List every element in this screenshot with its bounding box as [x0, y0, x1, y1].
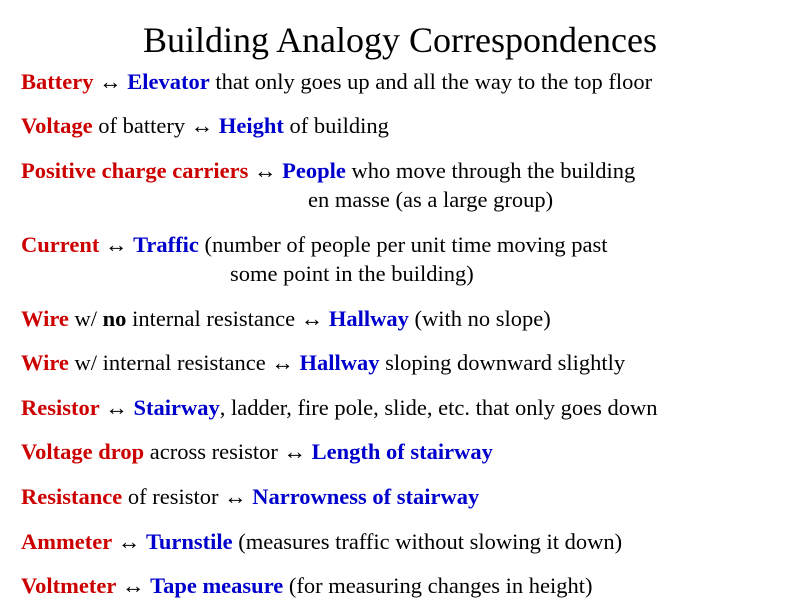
arrow: ↔ — [190, 113, 214, 138]
correspondence-current — [21, 230, 608, 288]
description: who move through the building — [345, 158, 636, 183]
term: Current — [21, 232, 100, 257]
term: Battery — [21, 69, 94, 94]
qualifier: w/ — [68, 306, 103, 331]
arrow: ↔ — [271, 350, 294, 375]
qualifier: of battery — [92, 113, 191, 138]
term: Positive charge carriers — [21, 158, 249, 183]
description-continuation: en masse (as a large group) — [308, 187, 554, 212]
arrow: ↔ — [99, 69, 122, 94]
analog: Elevator — [127, 69, 210, 94]
arrow: ↔ — [122, 573, 145, 598]
description: (with no slope) — [408, 306, 551, 331]
correspondence-ideal-wire — [21, 304, 551, 333]
arrow: ↔ — [117, 529, 141, 554]
description: , ladder, fire pole, slide, etc. that only goes down — [219, 395, 658, 420]
qualifier-emphasis: no — [102, 306, 127, 331]
qualifier: of resistor — [122, 484, 225, 509]
term: Voltage — [21, 113, 93, 138]
correspondence-voltmeter — [21, 571, 593, 600]
analog: Turnstile — [145, 529, 233, 554]
description-continuation: some point in the building) — [230, 261, 474, 286]
correspondence-charge-carriers — [21, 156, 635, 214]
term: Wire — [21, 350, 69, 375]
page-title: Building Analogy Correspondences — [143, 20, 657, 60]
description: of building — [283, 113, 389, 138]
term: Resistor — [21, 395, 100, 420]
term: Resistance — [21, 484, 123, 509]
qualifier: internal resistance — [126, 306, 301, 331]
analog: Narrowness of stairway — [252, 484, 480, 509]
description: that only goes up and all the way to the top floor — [209, 69, 653, 94]
qualifier: w/ internal resistance — [68, 350, 272, 375]
correspondence-resistive-wire — [21, 348, 625, 377]
description: sloping downward slightly — [379, 350, 626, 375]
analog: Traffic — [133, 232, 199, 257]
term: Ammeter — [21, 529, 113, 554]
arrow: ↔ — [104, 232, 128, 257]
correspondence-voltage — [21, 111, 389, 140]
analog: Height — [218, 113, 284, 138]
arrow: ↔ — [254, 158, 277, 183]
correspondence-voltage-drop — [21, 437, 493, 466]
analog: Stairway — [133, 395, 220, 420]
correspondence-ammeter — [21, 527, 622, 556]
correspondence-battery — [21, 67, 652, 96]
arrow: ↔ — [283, 439, 306, 464]
description: (for measuring changes in height) — [283, 573, 593, 598]
analog: Length of stairway — [311, 439, 493, 464]
correspondence-resistor — [21, 393, 657, 422]
description: (number of people per unit time moving past — [198, 232, 608, 257]
arrow: ↔ — [105, 395, 128, 420]
arrow: ↔ — [300, 306, 324, 331]
term: Wire — [21, 306, 69, 331]
qualifier: across resistor — [144, 439, 284, 464]
arrow: ↔ — [224, 484, 247, 509]
description: (measures traffic without slowing it down) — [232, 529, 623, 554]
analog: Hallway — [299, 350, 380, 375]
term: Voltmeter — [21, 573, 117, 598]
correspondence-resistance — [21, 482, 479, 511]
analog: Tape measure — [150, 573, 284, 598]
analog: People — [282, 158, 346, 183]
analog: Hallway — [328, 306, 409, 331]
term: Voltage drop — [21, 439, 145, 464]
